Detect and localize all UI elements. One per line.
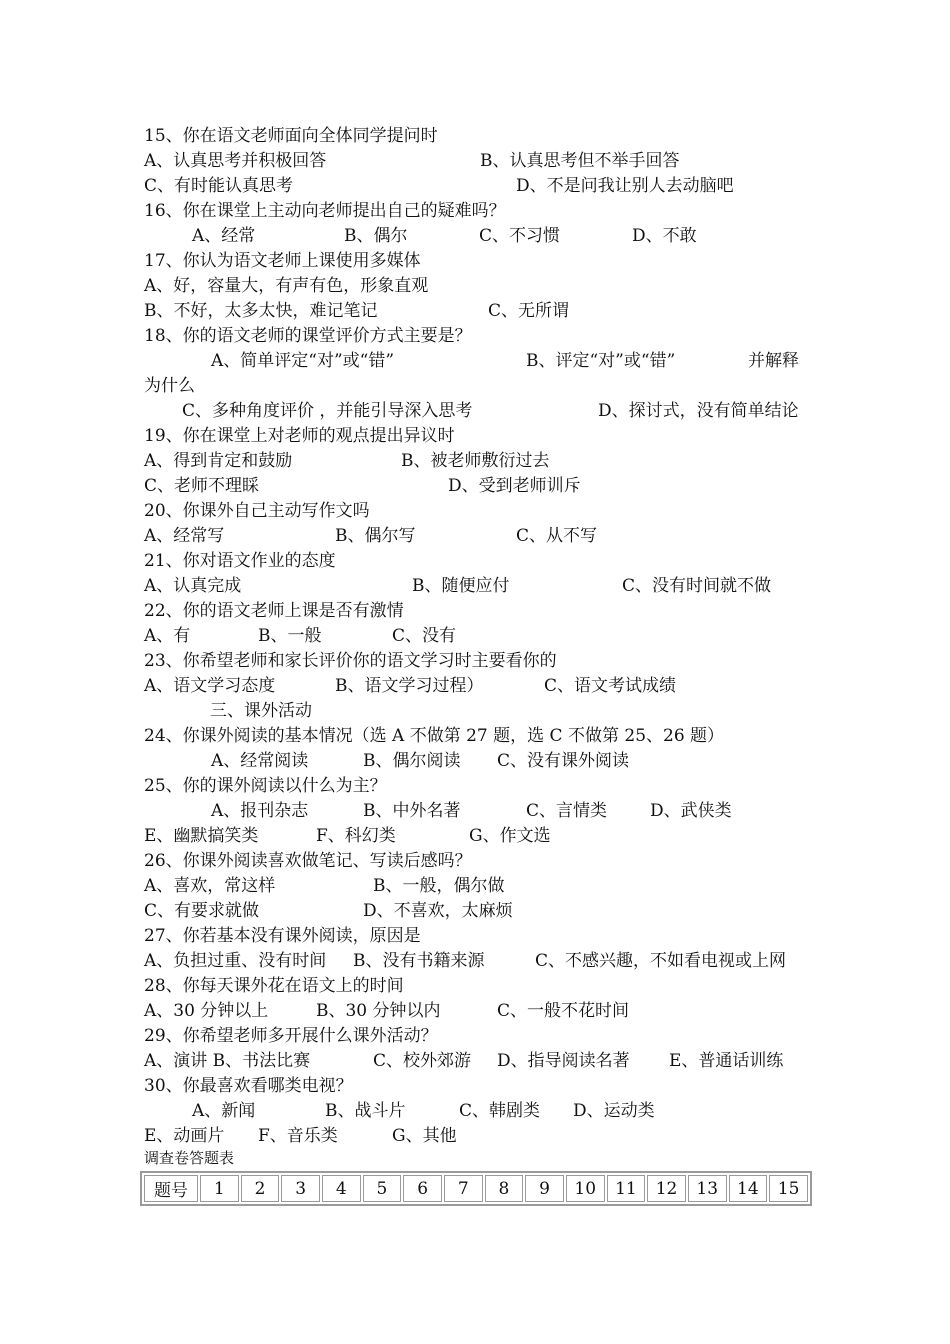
option: B、偶尔写 xyxy=(335,526,416,546)
number-cell: 11 xyxy=(607,1175,646,1202)
question-25: 25、你的课外阅读以什么为主？ xyxy=(144,776,387,796)
option: C、韩剧类 xyxy=(459,1101,541,1121)
number-cell: 15 xyxy=(769,1175,808,1202)
option: A、经常 xyxy=(192,226,256,246)
option: D、探讨式，没有简单结论 xyxy=(598,401,799,421)
option-continuation: 为什么 xyxy=(144,376,195,396)
number-cell: 1 xyxy=(200,1175,239,1202)
option: C、老师不理睬 xyxy=(144,476,260,496)
number-cell: 4 xyxy=(322,1175,361,1202)
question-22: 22、你的语文老师上课是否有激情 xyxy=(144,601,404,621)
option: F、音乐类 xyxy=(258,1126,338,1146)
option: B、中外名著 xyxy=(363,801,461,821)
number-cell: 2 xyxy=(241,1175,280,1202)
option: B、随便应付 xyxy=(412,576,510,596)
option: C、语文考试成绩 xyxy=(544,676,677,696)
option: D、武侠类 xyxy=(650,801,732,821)
answer-sheet-table xyxy=(140,1171,812,1206)
option: A、负担过重、没有时间 xyxy=(144,951,327,971)
option: C、没有 xyxy=(392,626,457,646)
option: A、好，容量大，有声有色，形象直观 xyxy=(144,276,429,296)
number-cell: 14 xyxy=(729,1175,768,1202)
question-21: 21、你对语文作业的态度 xyxy=(144,551,336,571)
question-18: 18、你的语文老师的课堂评价方式主要是？ xyxy=(144,326,472,346)
option: B、没有书籍来源 xyxy=(353,951,485,971)
section-title: 三、课外活动 xyxy=(210,701,312,721)
option: A、有 xyxy=(144,626,191,646)
option: C、言情类 xyxy=(526,801,608,821)
option: C、从不写 xyxy=(516,526,598,546)
option: D、不敢 xyxy=(632,226,697,246)
question-16: 16、你在课堂上主动向老师提出自己的疑难吗？ xyxy=(144,201,506,221)
option: A、认真完成 xyxy=(144,576,242,596)
option: C、没有时间就不做 xyxy=(622,576,772,596)
option: A、得到肯定和鼓励 xyxy=(144,451,293,471)
option: C、无所谓 xyxy=(488,301,570,321)
option: B、认真思考但不举手回答 xyxy=(480,151,680,171)
answer-sheet-caption: 调查卷答题表 xyxy=(144,1149,235,1167)
option: B、一般，偶尔做 xyxy=(373,876,505,896)
option: B、不好，太多太快，难记笔记 xyxy=(144,301,378,321)
option: F、科幻类 xyxy=(316,826,396,846)
option: C、没有课外阅读 xyxy=(497,751,630,771)
option: E、幽默搞笑类 xyxy=(144,826,259,846)
option: D、不是问我让别人去动脑吧 xyxy=(516,176,734,196)
option: A、报刊杂志 xyxy=(211,801,309,821)
number-cell: 10 xyxy=(566,1175,605,1202)
option: A、认真思考并积极回答 xyxy=(144,151,327,171)
option: D、运动类 xyxy=(573,1101,655,1121)
option: C、校外郊游 xyxy=(373,1051,472,1071)
table-row xyxy=(144,1175,808,1202)
option: B、偶尔 xyxy=(344,226,408,246)
number-cell: 7 xyxy=(444,1175,483,1202)
option: A、喜欢，常这样 xyxy=(144,876,276,896)
question-29: 29、你希望老师多开展什么课外活动？ xyxy=(144,1026,438,1046)
option: B、被老师敷衍过去 xyxy=(401,451,550,471)
number-cell: 6 xyxy=(403,1175,442,1202)
option: E、普通话训练 xyxy=(669,1051,784,1071)
option: A、30 分钟以上 xyxy=(144,1001,269,1021)
option: C、不习惯 xyxy=(479,226,561,246)
question-24: 24、你课外阅读的基本情况（选 A 不做第 27 题，选 C 不做第 25、26 题） xyxy=(144,726,725,746)
option: 并解释 xyxy=(748,351,799,371)
question-19: 19、你在课堂上对老师的观点提出异议时 xyxy=(144,426,455,446)
number-cell: 13 xyxy=(688,1175,727,1202)
option: C、一般不花时间 xyxy=(497,1001,630,1021)
option: A、经常阅读 xyxy=(211,751,309,771)
question-28: 28、你每天课外花在语文上的时间 xyxy=(144,976,404,996)
option: B、评定“对”或“错” xyxy=(526,351,676,371)
option: B、一般 xyxy=(258,626,322,646)
option: B、语文学习过程） xyxy=(335,676,484,696)
option: C、不感兴趣，不如看电视或上网 xyxy=(535,951,787,971)
option: B、战斗片 xyxy=(325,1101,406,1121)
header-cell: 题号 xyxy=(144,1175,198,1202)
question-30: 30、你最喜欢看哪类电视？ xyxy=(144,1076,353,1096)
option: A、语文学习态度 xyxy=(144,676,276,696)
question-26: 26、你课外阅读喜欢做笔记、写读后感吗？ xyxy=(144,851,472,871)
question-23: 23、你希望老师和家长评价你的语文学习时主要看你的 xyxy=(144,651,557,671)
option: D、受到老师训斥 xyxy=(448,476,581,496)
option: C、有时能认真思考 xyxy=(144,176,294,196)
question-17: 17、你认为语文老师上课使用多媒体 xyxy=(144,251,421,271)
number-cell: 5 xyxy=(363,1175,402,1202)
option: C、多种角度评价 ，并能引导深入思考 xyxy=(182,401,473,421)
option: D、不喜欢，太麻烦 xyxy=(363,901,513,921)
option: G、作文选 xyxy=(469,826,551,846)
option: A、演讲 B、书法比赛 xyxy=(144,1051,311,1071)
option: A、经常写 xyxy=(144,526,225,546)
option: G、其他 xyxy=(392,1126,457,1146)
option: B、30 分钟以内 xyxy=(316,1001,441,1021)
option: B、偶尔阅读 xyxy=(363,751,461,771)
number-cell: 8 xyxy=(485,1175,524,1202)
number-cell: 3 xyxy=(281,1175,320,1202)
question-20: 20、你课外自己主动写作文吗 xyxy=(144,501,370,521)
question-15: 15、你在语文老师面向全体同学提问时 xyxy=(144,126,438,146)
number-cell: 12 xyxy=(647,1175,686,1202)
option: C、有要求就做 xyxy=(144,901,260,921)
option: D、指导阅读名著 xyxy=(497,1051,630,1071)
number-cell: 9 xyxy=(525,1175,564,1202)
option: A、简单评定“对”或“错” xyxy=(211,351,395,371)
question-27: 27、你若基本没有课外阅读，原因是 xyxy=(144,926,421,946)
option: E、动画片 xyxy=(144,1126,225,1146)
option: A、新闻 xyxy=(192,1101,256,1121)
